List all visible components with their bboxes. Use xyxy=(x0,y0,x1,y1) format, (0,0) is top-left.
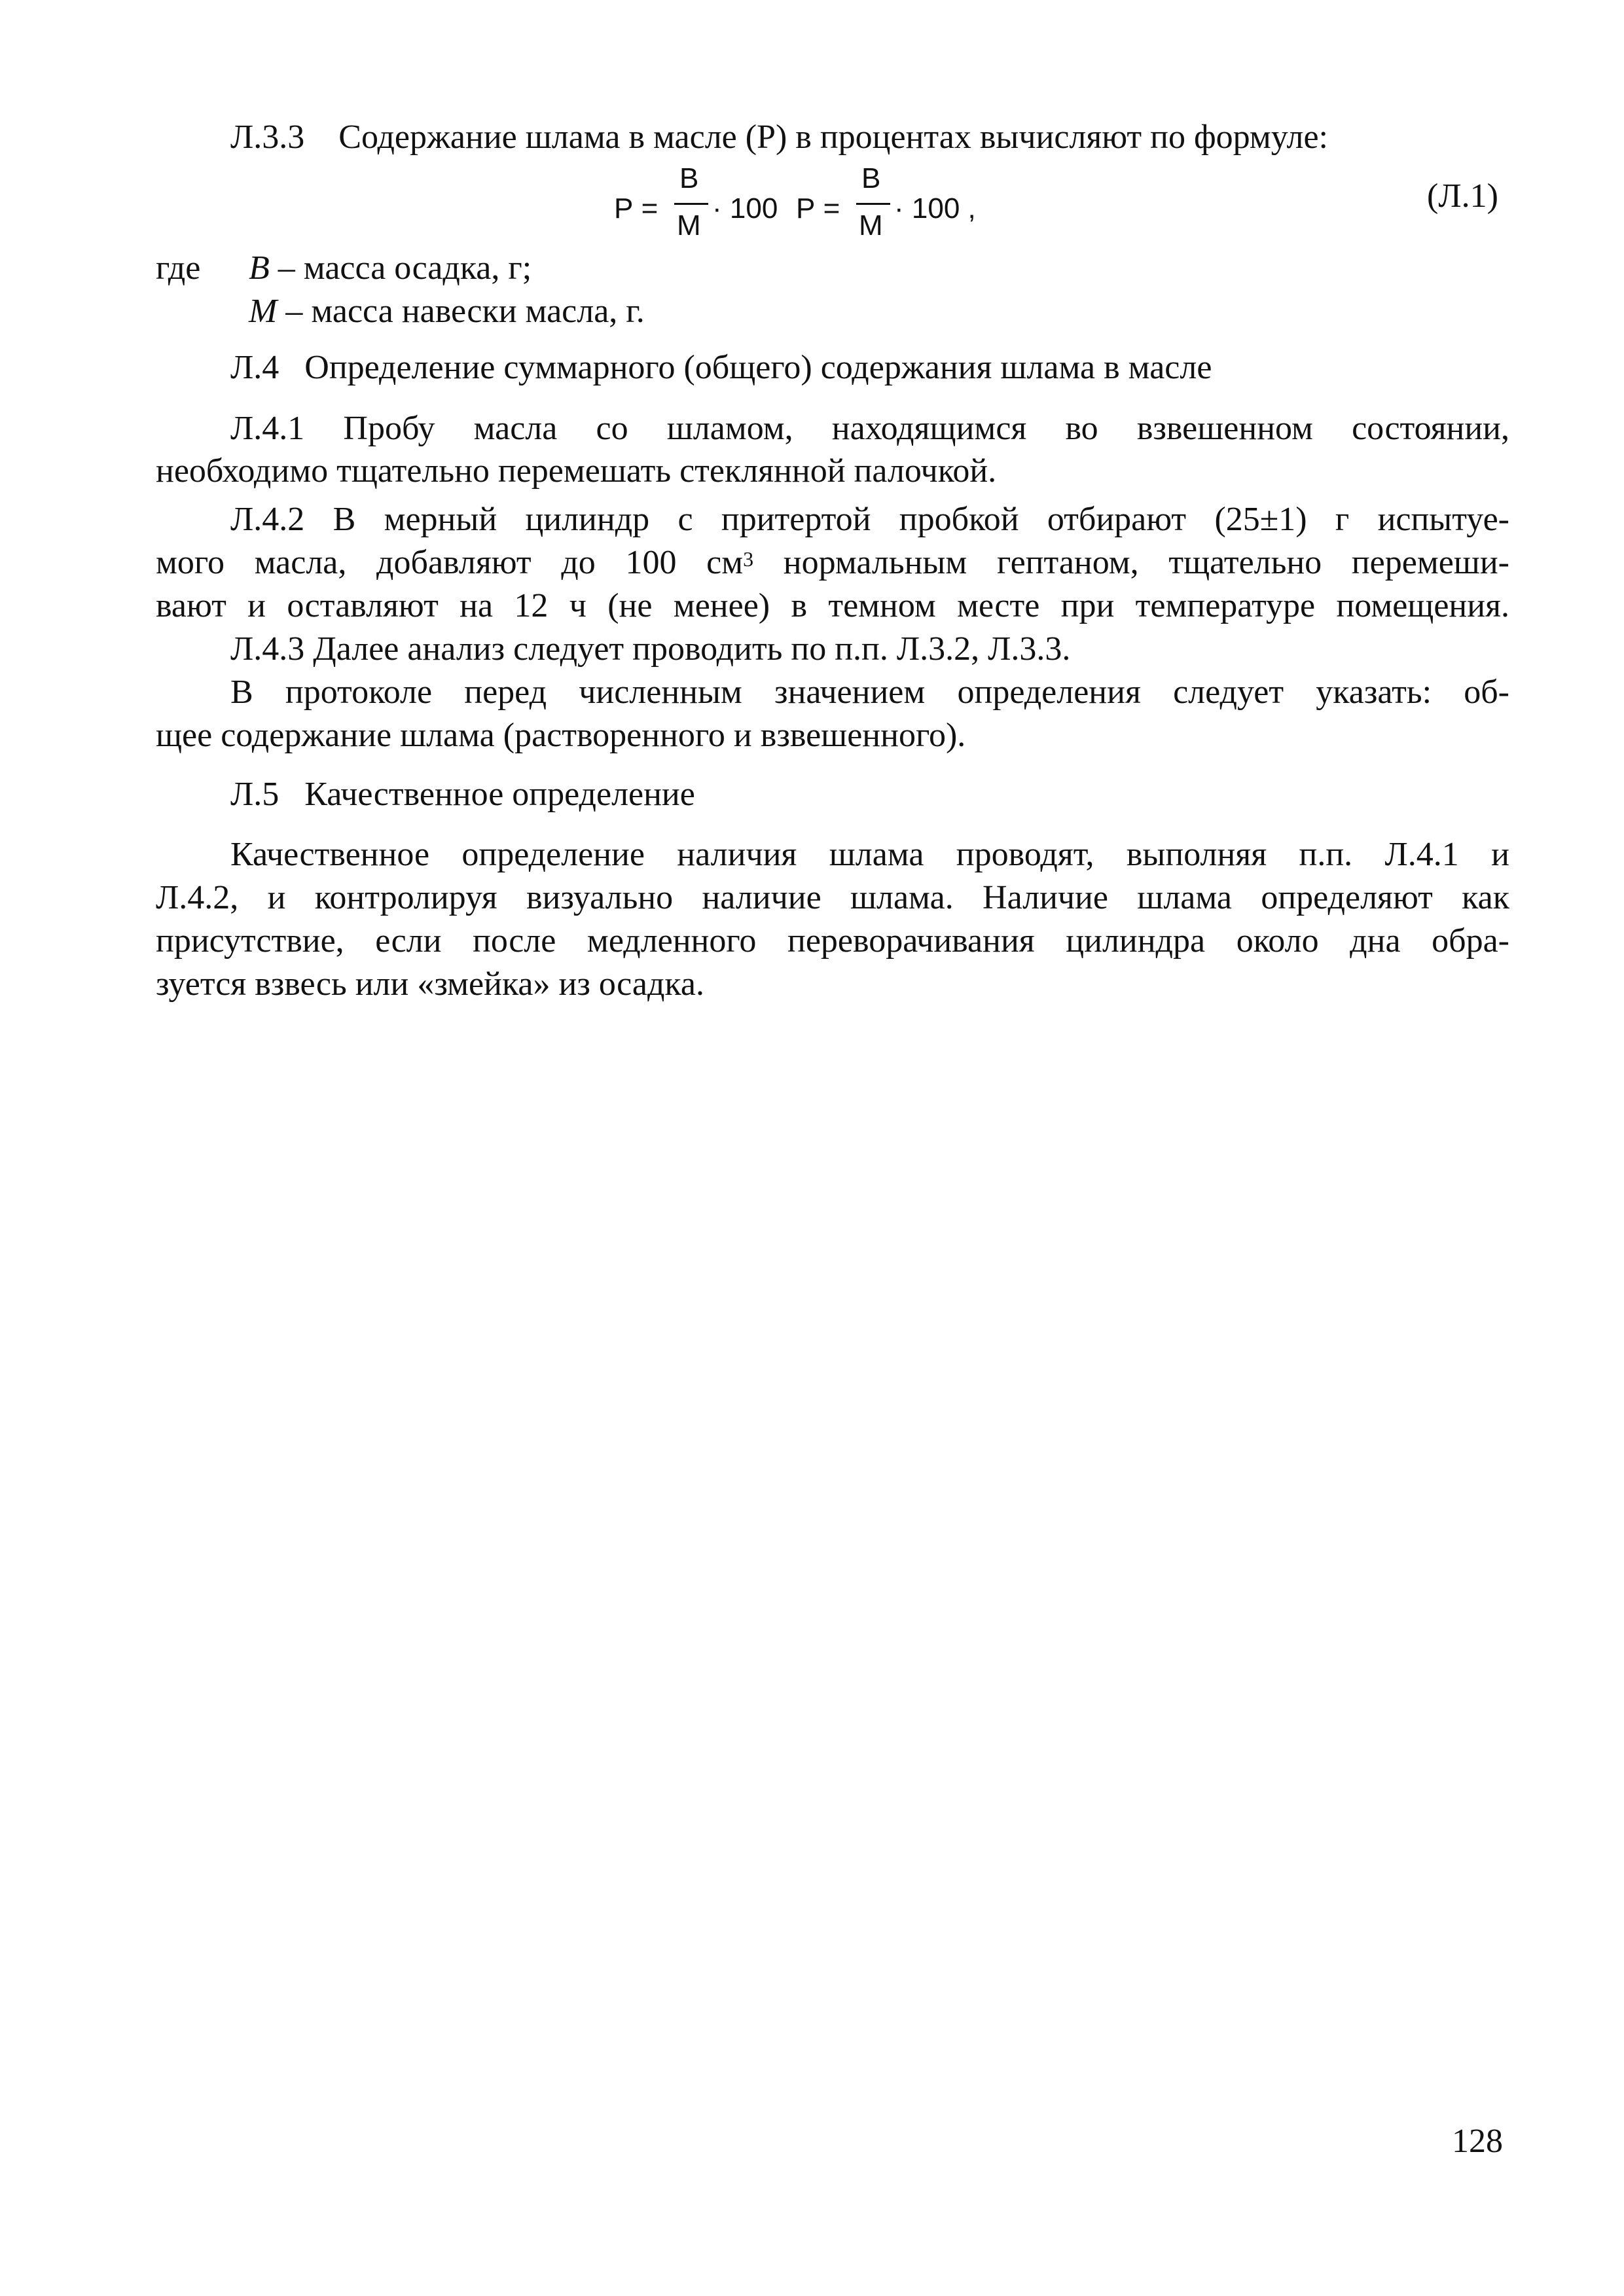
where-m-definition xyxy=(249,292,645,331)
b-symbol: В xyxy=(249,249,270,287)
formula-multiplier-1: · 100 xyxy=(712,192,778,224)
section-l41-line-2: необходимо тщательно перемешать стеклянной палочкой. xyxy=(156,452,997,490)
formula-denominator-2: М xyxy=(859,209,883,242)
fraction-bar-2 xyxy=(856,203,890,205)
section-l33-text: Содержание шлама в масле (Р) в процентах вычисляют по формуле: xyxy=(338,118,1328,156)
formula-number: (Л.1) xyxy=(1427,177,1498,215)
section-l42-line-2a: мого масла, добавляют до 100 см xyxy=(156,544,744,581)
where-b-definition xyxy=(249,249,532,288)
section-l42-line-2b: нормальным гептаном, тщательно перемеши- xyxy=(753,544,1509,581)
m-text: – масса навески масла, г. xyxy=(285,293,645,330)
formula-numerator-2: В xyxy=(861,162,881,194)
section-l5-label: Л.5 xyxy=(230,776,280,813)
section-l33-label: Л.3.3 xyxy=(230,118,305,156)
page-number: 128 xyxy=(1452,2123,1503,2160)
formula-lhs-1: Р = xyxy=(614,192,659,224)
qualitative-line-3: присутствие, если после медленного переворачивания цилиндра около дна обра- xyxy=(156,922,1509,960)
protocol-note-line-1: В протоколе перед численным значением определения следует указать: об- xyxy=(230,673,1509,711)
section-l5-title: Качественное определение xyxy=(304,776,695,813)
section-l42-line-2 xyxy=(156,543,1509,583)
superscript-3: 3 xyxy=(743,547,754,571)
formula-multiplier-2: · 100 , xyxy=(894,192,976,224)
qualitative-line-4: зуется взвесь или «змейка» из осадка. xyxy=(156,965,704,1003)
section-l33 xyxy=(230,118,1328,157)
section-l4-label: Л.4 xyxy=(230,349,280,386)
fraction-bar-1 xyxy=(674,203,708,205)
formula-numerator-1: В xyxy=(679,162,699,194)
section-l4-title: Определение суммарного (общего) содержания шлама в масле xyxy=(304,349,1212,386)
section-l4-heading xyxy=(230,348,1212,387)
section-l41-line-1: Л.4.1 Пробу масла со шламом, находящимся во взвешенном состоянии, xyxy=(230,410,1509,447)
where-word: где xyxy=(156,249,201,287)
formula-lhs-2: Р = xyxy=(796,192,840,224)
section-l43-line-1: Л.4.3 Далее анализ следует проводить по п.п. Л.3.2, Л.3.3. xyxy=(230,630,1071,668)
section-l5-heading xyxy=(230,775,695,814)
m-symbol: М xyxy=(249,293,278,330)
b-text: – масса осадка, г; xyxy=(278,249,532,287)
protocol-note-line-2: щее содержание шлама (растворенного и взвешенного). xyxy=(156,717,966,754)
formula-denominator-1: М xyxy=(677,209,701,242)
section-l42-line-1: Л.4.2 В мерный цилиндр с притертой пробкой отбирают (25±1) г испытуе- xyxy=(230,501,1509,538)
qualitative-line-1: Качественное определение наличия шлама проводят, выполняя п.п. Л.4.1 и xyxy=(230,836,1509,873)
section-l42-line-3: вают и оставляют на 12 ч (не менее) в темном месте при температуре помещения. xyxy=(156,587,1509,624)
qualitative-line-2: Л.4.2, и контролируя визуально наличие шлама. Наличие шлама определяют как xyxy=(156,879,1509,916)
